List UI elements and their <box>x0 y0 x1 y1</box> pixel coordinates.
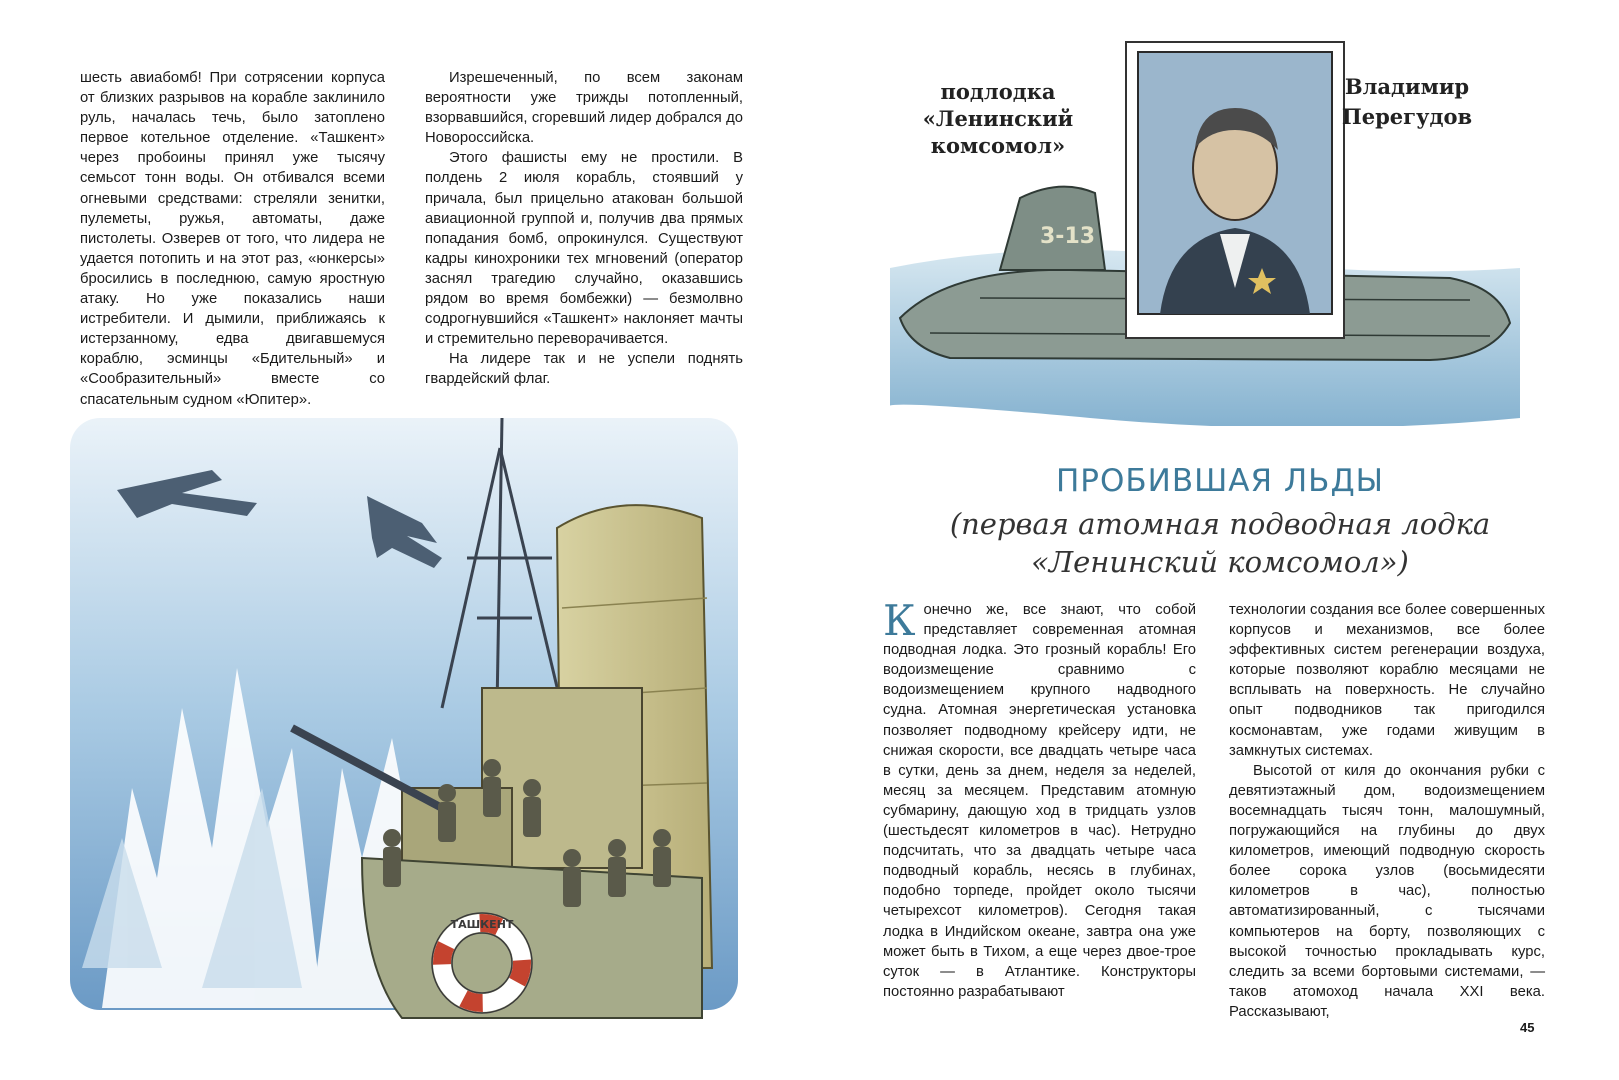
left-column-2 <box>425 68 743 390</box>
paragraph: На лидере так и не успели поднять гвардейский флаг. <box>425 351 743 388</box>
left-column-1 <box>80 68 385 410</box>
subtitle-line: «Ленинский комсомол») <box>1031 545 1409 579</box>
caption-line: подлодка <box>940 79 1056 104</box>
paragraph: Этого фашисты ему не простили. В полдень 2 июля корабль, стоявший у причала, был прицельно атакован большой авиационной группой и, получив два прямых попадания бомб, опрокинулся. Существуют кадры кинохроники тех мгновений (оператор заснял трагедию случайно, оказавшись рядом во время бомбежки) — безмолвно содрогнувшийся «Ташкент» наклоняет мачты и стремительно переворачивается. <box>425 150 743 348</box>
caption-line: Перегудов <box>1341 104 1473 129</box>
chapter-heading <box>940 463 1500 581</box>
paragraph: Изрешеченный, по всем законам вероятности уже трижды потопленный, взорвавшийся, сгоревший лидер добрался до Новороссийска. <box>425 70 743 147</box>
caption-line: «Ленинский <box>922 106 1074 131</box>
drop-cap: К <box>883 596 916 645</box>
hull-number: 3-13 <box>1040 224 1096 249</box>
right-column-1 <box>883 596 1196 1002</box>
paragraph: шесть авиабомб! При сотрясении корпуса от близких разрывов на корабле заклинило руль, началась течь, было затоплено первое котельное отделение. «Ташкент» через пробоины принял уже тысячу семьсот тонн воды. Он отбивался всеми огневыми средствами: стреляли зенитки, пулеметы, ружья, автоматы, даже пистолеты. Озверев от того, что лидера не удается потопить и на этот раз, «юнкерсы» бросились в последнюю, самую яростную атаку. Но уже показались наши истребители. И дымили, приближаясь к истерзанному, едва двигавшемуся кораблю, эсминцы «Бдительный» и «Сообразительный» вместе со спасательным судном «Юпитер». <box>80 70 385 408</box>
portrait-perehudov <box>1126 42 1344 338</box>
ship-attack-illustration <box>62 408 746 1020</box>
caption-line: комсомол» <box>930 133 1066 158</box>
paragraph: Высотой от киля до окончания рубки с девятиэтажный дом, водоизмещением восемнадцать тысяч тонн, малошумный, погружающийся на глубины до двух километров, имеющий подводную скорость более сорока узлов (восьмидесяти километров в час), полностью автоматизированный, с тысячами компьютеров на борту, позволяющих с высокой точностью прокладывать курс, следить за всеми бортовыми системами, — таков атомоход начала XXI века. Рассказывают, <box>1229 762 1545 1020</box>
life-ring-label: ТАШКЕНТ <box>450 918 514 931</box>
paragraph <box>883 596 1196 1002</box>
caption-line: Владимир <box>1344 74 1470 99</box>
paragraph: технологии создания все более совершенных корпусов и механизмов, все более эффективных систем регенерации воздуха, которые позволяют кораблю месяцами не всплывать на поверхность. Не случайно опыт подводников так пригодился космонавтам, уже годами живущим в замкнутых системах. <box>1229 602 1546 759</box>
right-column-2 <box>1229 600 1545 1022</box>
paragraph-text: онечно же, все знают, что собой представляет современная атомная подводная лодка. Это грозный корабль! Его водоизмещение сравнимо с водоизмещением крупного надводного судна. Атомная энергетическая установка позволяет подводному крейсеру идти, не снижая скорости, все двадцать четыре часа в сутки, день за днем, неделя за неделей, месяц за месяцем. Представим атомную субмарину, дающую ход в тридцать узлов (шестьдесят километров в час). Нетрудно подсчитать, что за двадцать четыре часа подводный корабль, несясь в глубинах, подобно торпеде, пройдет около тысячи четырехсот километров). Сегодня такая лодка в Индийском океане, завтра она уже может быть в Тихом, а еще через двое-трое суток — в Атлантике. Конструкторы постоянно разрабатывают <box>883 602 1196 1000</box>
chapter-subtitle <box>940 505 1500 581</box>
chapter-title: ПРОБИВШАЯ ЛЬДЫ <box>1055 463 1385 499</box>
page-number: 45 <box>1520 1020 1535 1035</box>
portrait-caption <box>1332 72 1482 132</box>
subtitle-line: (первая атомная подводная лодка <box>949 507 1491 541</box>
submarine-caption <box>898 78 1098 159</box>
